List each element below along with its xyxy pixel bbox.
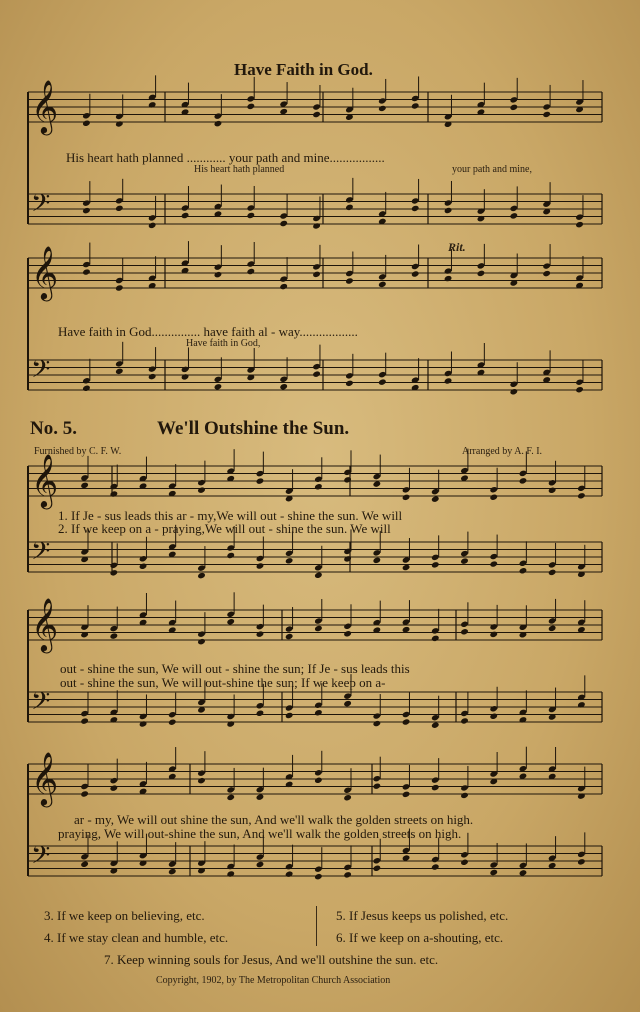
hymn5-sys1-bass-note — [373, 557, 382, 564]
lyrics-sys1-verse1: 1. If Je - sus leads this ar - my,We will out - shine the sun. We will — [58, 508, 403, 523]
hymn4-sys2-treble-note — [345, 277, 354, 284]
hymn5-sys3-treble-note — [197, 777, 206, 784]
hymn5-sys1-bass-note — [548, 569, 557, 576]
hymn-title-have-faith: Have Faith in God. — [234, 60, 373, 79]
hymn5-sys1-treble-note — [110, 490, 119, 497]
hymn5-sys3-bass-note — [489, 869, 498, 876]
hymn4-sys1-bass-note — [312, 222, 321, 229]
hymn4-sys1-bass-note — [444, 207, 453, 214]
hymn5-sys2-bass-note — [256, 710, 265, 717]
verse-6: 6. If we keep on a-shouting, etc. — [336, 930, 504, 945]
bass-lyrics-line-2: Have faith in God, — [186, 338, 261, 349]
hymn4-sys2-treble-note — [312, 271, 321, 278]
hymn5-sys2-treble-note — [110, 632, 119, 639]
hymn5-sys2-treble-note — [548, 625, 557, 632]
hymn5-sys2-bass-note — [80, 717, 89, 724]
verse-3: 3. If we keep on believing, etc. — [44, 908, 205, 923]
hymn5-sys3-bass-note — [226, 870, 235, 877]
hymn5-sys1-treble-note — [197, 486, 206, 493]
hymn5-sys1-treble-note — [343, 476, 352, 483]
hymn5-sys1-bass-note — [110, 569, 119, 576]
hymn5-sys2-bass-note — [314, 709, 323, 716]
hymn5-sys1-treble-note — [402, 494, 411, 501]
verse-7: 7. Keep winning souls for Jesus, And we'll outshine the sun. etc. — [104, 952, 439, 967]
hymn5-sys1-bass-note — [256, 562, 265, 569]
hymn4-sys1-bass-note — [115, 205, 124, 212]
hymn4-sys2-treble-note — [115, 284, 124, 291]
hymn4-sys2-bass-note — [444, 377, 453, 384]
arranged-by: Arranged by A. F. I. — [462, 446, 543, 457]
hymn5-sys1-treble-note — [577, 492, 586, 499]
lyrics-sys1-verse2: 2. If we keep on a - praying,We will out - shine the sun. We will — [58, 521, 391, 536]
hymn4-sys1-bass-note — [181, 212, 190, 219]
hymn4-sys2-bass-note — [115, 368, 124, 375]
hymn4-sys1-bass-note — [510, 212, 519, 219]
hymn5-sys3-treble-note — [373, 783, 382, 790]
hymn5-sys3-treble-note — [431, 784, 440, 791]
hymn4-sys2-treble-note — [542, 270, 551, 277]
hymn5-sys3-bass-note — [285, 870, 294, 877]
lyrics-sys3-verse1: ar - my, We will out shine the sun, And we'll walk the golden streets on high. — [74, 812, 474, 827]
hymn4-sys2-bass-note — [510, 388, 519, 395]
hymn5-sys2-bass-note — [285, 712, 294, 719]
hymn4-sys2-treble-note — [378, 281, 387, 288]
hymn5-sys2-treble-note — [431, 635, 440, 642]
hymn5-sys1-treble-clef: 𝄞 — [31, 453, 59, 507]
hymn5-sys1-bass-note — [519, 567, 528, 574]
hymn4-sys2-treble-note — [82, 268, 91, 275]
hymn4-sys2-treble-note — [279, 283, 288, 290]
hymn5-sys3-treble-note — [256, 793, 265, 800]
hymn5-sys3-treble-note — [110, 784, 119, 791]
hymn5-sys1-bass-note — [489, 560, 498, 567]
hymn5-sys1-bass-clef: 𝄢 — [31, 537, 51, 572]
hymn4-sys1-treble-note — [510, 104, 519, 111]
hymn5-sys1-treble-note — [431, 495, 440, 502]
hymn5-sys2-treble-note — [343, 630, 352, 637]
hymn4-sys2-bass-note — [148, 373, 157, 380]
hymn-title-outshine: We'll Outshine the Sun. — [157, 418, 350, 439]
hymn4-sys2-treble-note — [444, 275, 453, 282]
hymn5-sys2-bass-note — [343, 700, 352, 707]
verse-5: 5. If Jesus keeps us polished, etc. — [336, 908, 509, 923]
hymn5-sys2-bass-note — [373, 720, 382, 727]
lyrics-sys3-verse2: praying, We will out-shine the sun, And we'll walk the golden streets on high. — [58, 826, 462, 841]
hymn5-sys1-treble-note — [256, 477, 265, 484]
hymn5-sys1-bass-note — [285, 557, 294, 564]
hymn4-sys1-treble-note — [411, 102, 420, 109]
hymn4-sys2-bass-note — [345, 380, 354, 387]
hymn5-sys3-bass-note — [431, 863, 440, 870]
hymn5-sys1-treble-note — [314, 483, 323, 490]
hymn5-sys2-treble-note — [226, 618, 235, 625]
hymn4-sys1-bass-note — [575, 221, 584, 228]
lyrics-line-1: His heart hath planned ............ your path and mine................. — [66, 150, 385, 165]
hymn5-sys3-bass-note — [256, 861, 265, 868]
hymn4-sys1-treble-clef: 𝄞 — [31, 79, 59, 133]
hymn4-sys1-treble-note — [247, 103, 256, 110]
hymn5-sys1-treble-note — [80, 482, 89, 489]
hymn4-sys2-bass-note — [214, 383, 223, 390]
hymn4-sys1-bass-note — [345, 204, 354, 211]
hymn4-sys2-treble-note — [411, 270, 420, 277]
hymn-number: No. 5. — [30, 418, 77, 439]
hymn5-sys1-bass-note — [431, 561, 440, 568]
hymn4-sys2-bass-note — [378, 378, 387, 385]
hymn5-sys2-bass-note — [460, 717, 469, 724]
furnished-by: Furnished by C. F. W. — [34, 446, 122, 457]
bass-lyrics-line-1a: His heart hath planned — [194, 164, 285, 175]
hymn5-sys1-bass-note — [226, 552, 235, 559]
hymn5-sys3-bass-note — [373, 865, 382, 872]
hymn4-sys1-bass-note — [148, 222, 157, 229]
hymn5-sys3-treble-note — [402, 791, 411, 798]
hymn5-sys1-treble-note — [548, 487, 557, 494]
hymn5-sys3-bass-note — [314, 873, 323, 880]
verse-4: 4. If we stay clean and humble, etc. — [44, 930, 229, 945]
hymn5-sys2-treble-note — [489, 631, 498, 638]
hymn4-sys1-treble-note — [542, 111, 551, 118]
hymn5-sys3-bass-note — [343, 871, 352, 878]
hymn4-sys2-bass-note — [312, 370, 321, 377]
verse-divider — [316, 906, 317, 946]
hymn4-sys1-treble-note — [214, 120, 223, 127]
hymn4-sys1-bass-note — [279, 220, 288, 227]
lyrics-line-2: Have faith in God............... have faith al - way.................. — [58, 324, 358, 339]
lyrics-sys2-verse2: out - shine the sun, We will out-shine the sun; If we keep on a- — [60, 675, 386, 690]
hymn5-sys3-treble-note — [460, 792, 469, 799]
hymn5-sys1-bass-note — [343, 555, 352, 562]
copyright: Copyright, 1902, by The Metropolitan Church Association — [156, 975, 391, 986]
hymn4-sys1-treble-note — [82, 120, 91, 127]
hymn5-sys3-treble-note — [226, 794, 235, 801]
hymn4-sys2-bass-clef: 𝄢 — [31, 355, 51, 390]
hymn5-sys2-bass-note — [402, 718, 411, 725]
hymn5-sys2-treble-note — [285, 633, 294, 640]
hymn4-sys1-treble-note — [115, 120, 124, 127]
hymn4-sys2-treble-clef: 𝄞 — [31, 245, 59, 299]
hymn5-sys3-bass-note — [577, 858, 586, 865]
hymn5-sys3-treble-clef: 𝄞 — [31, 751, 59, 805]
hymn4-sys2-treble-note — [477, 270, 486, 277]
lyrics-sys2-verse1: out - shine the sun, We will out - shine the sun; If Je - sus leads this — [60, 661, 410, 676]
hymn5-sys1-treble-note — [519, 477, 528, 484]
hymn5-sys1-bass-note — [314, 572, 323, 579]
hymn5-sys2-bass-note — [168, 719, 177, 726]
hymn4-sys2-bass-note — [181, 373, 190, 380]
hymn5-sys2-bass-note — [431, 722, 440, 729]
hymn4-sys1-bass-note — [411, 205, 420, 212]
hymn5-sys1-bass-note — [197, 572, 206, 579]
hymn4-sys1-bass-clef: 𝄢 — [31, 189, 51, 224]
hymn5-sys3-bass-clef: 𝄢 — [31, 841, 51, 876]
hymn4-sys2-bass-note — [575, 386, 584, 393]
hymn5-sys1-bass-note — [460, 557, 469, 564]
hymn4-sys1-bass-note — [247, 212, 256, 219]
hymn5-sys2-treble-note — [460, 628, 469, 635]
hymn5-sys3-treble-note — [314, 777, 323, 784]
hymn5-sys2-bass-note — [139, 720, 148, 727]
hymn5-sys2-bass-note — [226, 720, 235, 727]
hymn5-sys3-treble-note — [343, 794, 352, 801]
hymn5-sys3-bass-note — [80, 861, 89, 868]
hymn4-sys2-bass-note — [82, 385, 91, 392]
hymn5-sys2-bass-note — [489, 713, 498, 720]
hymn4-sys1-bass-note — [82, 207, 91, 214]
hymn5-sys2-treble-note — [256, 630, 265, 637]
hymn4-sys1-treble-note — [378, 105, 387, 112]
ritardando-mark: Rit. — [448, 240, 466, 254]
hymn4-sys2-bass-note — [279, 383, 288, 390]
hymn5-sys1-bass-note — [139, 563, 148, 570]
hymn5-sys3-bass-note — [519, 869, 528, 876]
hymn5-sys2-treble-clef: 𝄞 — [31, 597, 59, 651]
hymn5-sys1-treble-note — [489, 494, 498, 501]
hymn5-sys3-treble-note — [80, 790, 89, 797]
hymn4-sys1-treble-note — [312, 111, 321, 118]
hymn5-sys2-treble-note — [197, 638, 206, 645]
hymn5-sys2-treble-note — [314, 625, 323, 632]
hymn5-sys1-treble-note — [373, 480, 382, 487]
hymn4-sys2-treble-note — [214, 271, 223, 278]
hymn5-sys2-bass-clef: 𝄢 — [31, 687, 51, 722]
hymn5-sys3-bass-note — [168, 868, 177, 875]
hymn5-sys3-bass-note — [460, 859, 469, 866]
bass-lyrics-line-1b: your path and mine, — [452, 164, 532, 175]
hymn4-sys2-treble-note — [247, 268, 256, 275]
